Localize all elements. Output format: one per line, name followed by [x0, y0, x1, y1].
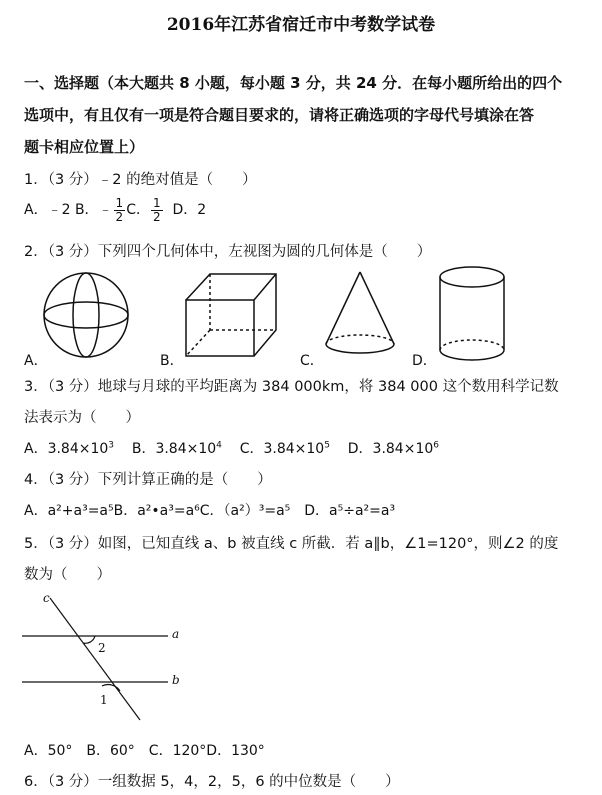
- q1-option-c: C．: [126, 202, 150, 218]
- question-3-options: A．$3.84\times 10^3$ B．$3.84\times 10^4$ C．$3.84\times 10^5$ D．$3.84\times 10^6$: [24, 440, 439, 457]
- question-6-stem: 6．（3 分）一组数据 5，4，2，5，6 的中位数是（ ）: [24, 774, 400, 790]
- section-heading-line1: 一、选择题（本大题共 8 小题，每小题 3 分，共 24 分．在每小题所给出的四个: [24, 74, 563, 92]
- sphere-solid: [44, 273, 128, 357]
- q3-option-c: C．3.84×10: [239, 441, 325, 457]
- q3-option-a: A．3.84×10: [24, 441, 109, 457]
- q2-label-c: C．: [300, 353, 324, 369]
- section-heading-line2: 选项中，有且仅有一项是符合题目要求的，请将正确选项的字母代号填涂在答: [24, 106, 535, 124]
- question-4-stem: 4．（3 分）下列计算正确的是（ ）: [24, 472, 272, 488]
- question-1-stem: 1．（3 分）﹣2 的绝对值是（ ）: [24, 172, 257, 188]
- question-2-stem: 2．（3 分）下列四个几何体中，左视图为圆的几何体是（ ）: [24, 244, 432, 260]
- question-3-stem-line1: 3．（3 分）地球与月球的平均距离为 384 000km，将 384 000 这个数用科学记数: [24, 379, 559, 395]
- q1-option-d: D．2: [172, 202, 207, 218]
- label-c: c: [43, 591, 50, 605]
- label-b: b: [172, 673, 180, 687]
- q3-option-b: B．3.84×10: [131, 441, 217, 457]
- question-4-options: A．a²+a³=a⁵B．a²•a³=a⁶C．（a²）³=a⁵ D．a⁵÷a²=a³: [24, 503, 396, 519]
- q5-parallel-lines-figure: [10, 588, 210, 728]
- label-angle-1: 1: [100, 693, 108, 707]
- q1-option-a: A．﹣2: [24, 202, 71, 218]
- cylinder-solid: [440, 267, 504, 360]
- q2-label-d: D．: [412, 353, 437, 369]
- q1-fraction-c: $\frac{1}{2}$: [152, 195, 161, 224]
- label-a: a: [172, 627, 180, 641]
- line-c: [50, 598, 140, 720]
- question-3-stem-line2: 法表示为（ ）: [24, 410, 140, 426]
- q3-option-d: D．3.84×10: [347, 441, 434, 457]
- q1-fraction-b: $\frac{1}{2}$: [115, 195, 124, 224]
- angle-2-arc: [83, 636, 95, 643]
- question-5-stem-line2: 数为（ ）: [24, 567, 111, 583]
- q1-option-b: B．﹣: [74, 202, 113, 218]
- cone-solid: [326, 272, 394, 353]
- cube-solid: [186, 274, 276, 356]
- page-title: 2016年江苏省宿迁市中考数学试卷: [166, 15, 436, 35]
- question-1-options: [24, 195, 206, 225]
- label-angle-2: 2: [98, 641, 106, 655]
- q2-label-b: B．: [160, 353, 184, 369]
- section-heading-line3: 题卡相应位置上）: [24, 138, 145, 156]
- question-5-options: A．50° B．60° C．120°D．130°: [24, 743, 265, 759]
- question-5-stem-line1: 5．（3 分）如图，已知直线 a、b 被直线 c 所截．若 a∥b，∠1=120°，则∠2 的度: [24, 536, 559, 552]
- q2-label-a: A．: [24, 353, 48, 369]
